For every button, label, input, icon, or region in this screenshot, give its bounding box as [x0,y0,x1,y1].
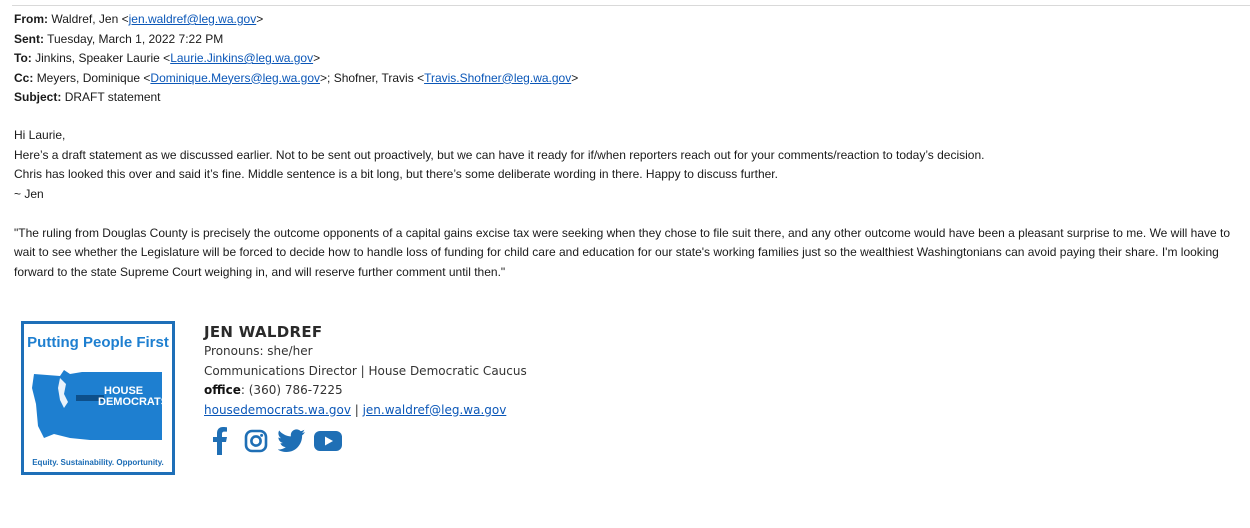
cc1-name: Meyers, Dominique [36,70,141,85]
to-name: Jinkins, Speaker Laurie [35,51,160,65]
link-separator: | [350,402,363,417]
from-row: From: Waldref, Jen <jen.waldref@leg.wa.gov> [14,12,264,26]
website-link[interactable]: housedemocrats.wa.gov [204,402,351,417]
office-label: office [204,383,241,397]
office-phone: : (360) 786-7225 [240,383,343,397]
logo-tagline: Equity. Sustainability. Opportunity. [32,458,164,467]
sent-value: Tuesday, March 1, 2022 7:22 PM [47,31,224,46]
cc2-name: Shofner, Travis [333,70,414,85]
social-links [206,427,342,455]
from-email-link[interactable]: jen.waldref@leg.wa.gov [128,12,257,26]
body-line-2: Chris has looked this over and said it’s fine. Middle sentence is a bit long, but there’s some deliberate wording in there. Happy to discuss further. [14,167,778,181]
logo-org-line-2: DEMOCRATS [98,396,169,408]
body-line-1: Here’s a draft statement as we discussed earlier. Not to be sent out proactively, but we can have it ready for if/when reporters reach out for your comments/reaction to today’s decision. [14,147,985,162]
from-name: Waldref, Jen [51,12,119,26]
subject-value: DRAFT statement [64,90,161,104]
to-email-link[interactable]: Laurie.Jinkins@leg.wa.gov [170,51,314,65]
email-body [14,126,1248,282]
cc1-email-link[interactable]: Dominique.Meyers@leg.wa.gov [150,70,320,85]
to-row: To: Jinkins, Speaker Laurie <Laurie.Jinkins@leg.wa.gov> [14,51,321,65]
header-divider [12,5,1250,6]
sent-label: Sent: [14,31,44,46]
house-democrats-logo [21,321,175,475]
subject-label: Subject: [14,90,62,104]
from-label: From: [14,12,48,26]
to-label: To: [14,51,32,65]
youtube-icon[interactable] [314,427,342,455]
cc-row: Cc: Meyers, Dominique <Dominique.Meyers@leg.wa.gov>; Shofner, Travis <Travis.Shofner@leg.wa.gov> [14,70,579,85]
signature-email-link[interactable]: jen.waldref@leg.wa.gov [362,402,507,417]
signature-office [204,381,527,401]
logo-org-name [98,385,169,408]
signature-pronouns: Pronouns: she/her [204,344,313,358]
email-signature [204,322,527,420]
subject-row [14,88,578,108]
instagram-icon[interactable] [242,427,270,455]
signature-title: Communications Director | House Democratic Caucus [204,363,527,378]
signature-links [204,401,527,421]
logo-title: Putting People First [27,334,169,351]
facebook-icon[interactable] [206,427,234,455]
signoff: ~ Jen [14,186,44,201]
signature-name: JEN WALDREF [204,323,323,341]
sent-row [14,30,578,50]
twitter-icon[interactable] [278,427,306,455]
draft-statement-quote: "The ruling from Douglas County is precisely the outcome opponents of a capital gains excise tax were seeking when they chose to file suit there, and any other outcome would have been a pleasant surprise to me. We will have to wait to see whether the Legislature will be forced to decide how to handle loss of funding for child care and education for our state's working families just so the wealthiest Washingtonians can avoid paying their share. I'm looking forward to the state Supreme Court weighing in, and will reserve further comment until then." [14,225,1231,279]
cc-label: Cc: [14,70,34,85]
email-headers [14,10,578,108]
cc2-email-link[interactable]: Travis.Shofner@leg.wa.gov [424,70,572,85]
greeting: Hi Laurie, [14,128,66,142]
logo-org-line-1: HOUSE [104,385,144,397]
